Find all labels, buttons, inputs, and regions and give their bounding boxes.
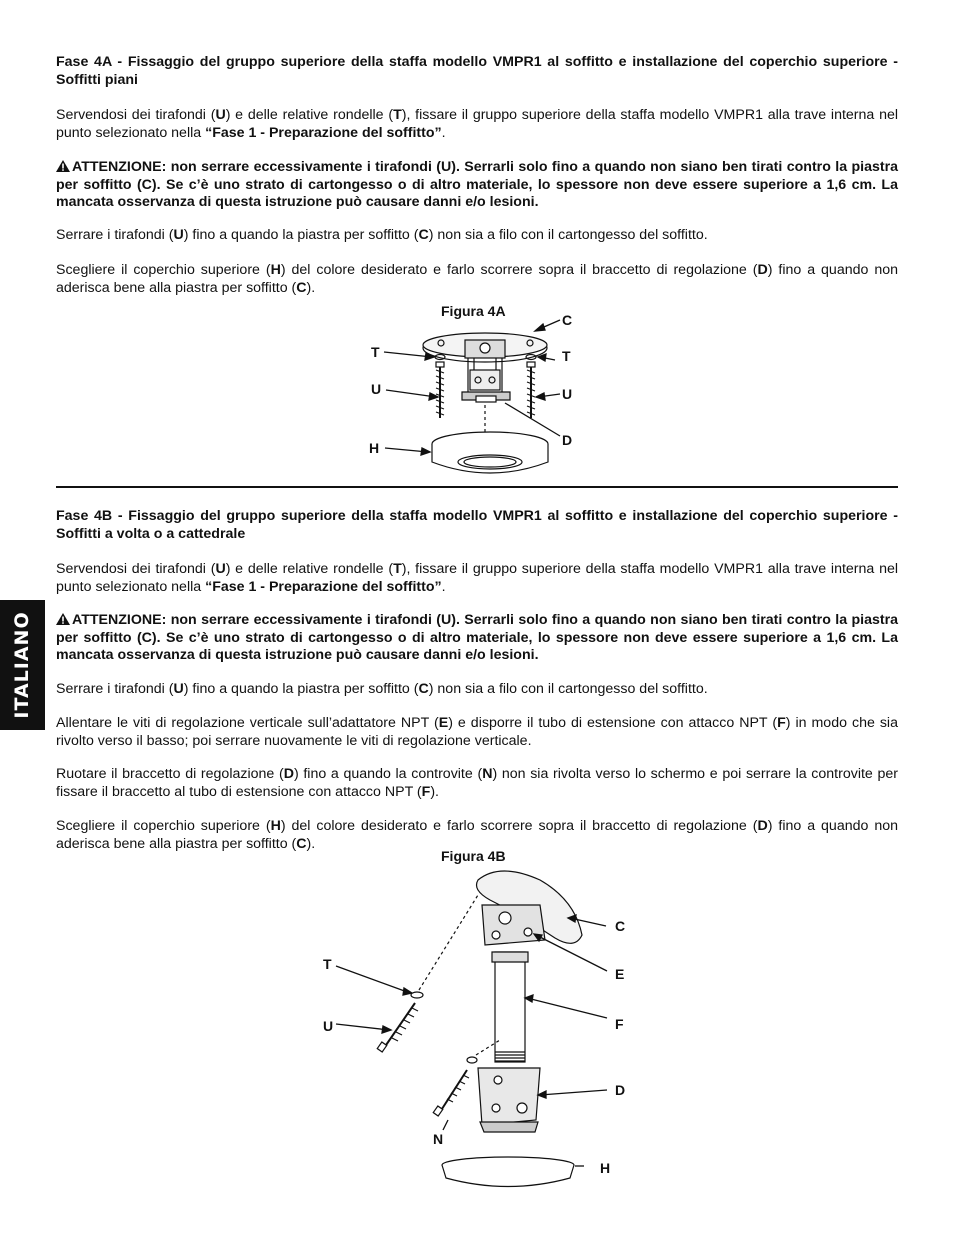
text-run: Scegliere il coperchio superiore (	[56, 262, 271, 278]
text-run: D	[757, 262, 768, 278]
text-run: C	[296, 279, 307, 296]
figure-4a-label-t-left: T	[371, 344, 380, 360]
figure-4a-label-c: C	[562, 312, 573, 328]
figure-4a-caption: Figura 4A	[441, 303, 506, 319]
text-run: .	[441, 578, 446, 595]
section-a-warning	[56, 159, 898, 212]
section-a-paragraph-3	[56, 262, 898, 297]
figure-4b-label-u: U	[323, 1018, 334, 1034]
text-run: ) fino a quando la controvite (	[293, 766, 483, 782]
text-run: C	[418, 227, 429, 243]
text-run: ), fissare il gruppo superiore della staffa modello VMPR1 alla trave interna nel punto selezionato nella	[56, 107, 898, 141]
section-b-warning	[56, 612, 898, 665]
text-run: ) del colore desiderato e farlo scorrere sopra il braccetto di regolazione (	[280, 818, 758, 834]
text-run: ), fissare il gruppo superiore della staffa modello VMPR1 alla trave interna nel punto selezionato nella	[56, 561, 898, 595]
section-a-warning-text: ATTENZIONE: non serrare eccessivamente i tirafondi (U). Serrarli solo fino a quando non siano ben tirati contro la piastra per soffitto (C). Se c’è uno strato di cartongesso o di altro materiale, lo spessore non deve essere superiore a 1,6 cm. La mancata osservanza di questa istruzione può causare danni e/o lesioni.	[56, 159, 898, 210]
text-run: N	[482, 766, 493, 782]
figure-4a-label-u-left: U	[371, 381, 382, 397]
language-side-tab-label: ITALIANO	[11, 611, 33, 719]
figure-4b-label-c: C	[615, 918, 626, 934]
text-run: Serrare i tirafondi (	[56, 681, 174, 697]
figure-4b-caption: Figura 4B	[441, 848, 506, 864]
text-run: F	[777, 715, 786, 731]
figure-4a-label-d: D	[562, 432, 573, 448]
text-run: C	[418, 681, 429, 697]
text-run: ) non sia a filo con il cartongesso del soffitto.	[428, 681, 708, 697]
text-run: ) e disporre il tubo di estensione con attacco NPT (	[448, 715, 778, 731]
text-run: ) fino a quando non aderisca bene alla piastra per soffitto (	[56, 262, 898, 296]
text-run: U	[215, 561, 226, 577]
text-run: U	[173, 227, 184, 243]
text-run: ).	[306, 279, 316, 296]
section-divider	[56, 486, 898, 488]
text-run: “Fase 1 - Preparazione del soffitto”	[205, 578, 442, 595]
section-b-paragraph-1	[56, 561, 898, 596]
figure-4a-label-t-right: T	[562, 348, 571, 364]
text-run: H	[270, 262, 281, 278]
text-run: “Fase 1 - Preparazione del soffitto”	[205, 124, 442, 141]
text-run: ).	[430, 783, 439, 800]
text-run: Scegliere il coperchio superiore (	[56, 818, 271, 834]
section-b-paragraph-4	[56, 766, 898, 801]
text-run: .	[441, 124, 446, 141]
figure-4b-label-t: T	[323, 956, 332, 972]
figure-4b-label-h: H	[600, 1160, 611, 1176]
text-run: ) e delle relative rondelle (	[225, 561, 394, 577]
text-run: H	[270, 818, 281, 834]
figure-4b-label-f: F	[615, 1016, 624, 1032]
text-run: T	[393, 107, 402, 123]
figure-4b-label-n: N	[433, 1131, 444, 1147]
text-run: Servendosi dei tirafondi (	[56, 561, 216, 577]
text-run: ) del colore desiderato e farlo scorrere sopra il braccetto di regolazione (	[280, 262, 758, 278]
section-a-paragraph-2	[56, 227, 898, 245]
text-run: D	[283, 766, 294, 782]
text-run: Servendosi dei tirafondi (	[56, 107, 216, 123]
text-run: C	[296, 835, 307, 852]
text-run: D	[757, 818, 768, 834]
text-run: ) non sia a filo con il cartongesso del soffitto.	[428, 227, 708, 243]
figure-4a-label-h: H	[369, 440, 380, 456]
section-b-paragraph-3	[56, 715, 898, 750]
section-b-paragraph-2	[56, 681, 898, 699]
text-run: Ruotare il braccetto di regolazione (	[56, 766, 284, 782]
text-run: U	[173, 681, 184, 697]
text-run: Allentare le viti di regolazione verticale sull’adattatore NPT (	[56, 715, 439, 731]
text-run: E	[438, 715, 449, 731]
figure-4a-label-u-right: U	[562, 386, 573, 402]
text-run: ) non sia rivolta verso lo schermo e poi serrare la controvite per fissare il braccetto al tubo di estensione con attacco NPT (	[56, 766, 899, 800]
text-run: ).	[306, 835, 316, 852]
language-side-tab	[0, 600, 45, 730]
section-a-paragraph-1	[56, 107, 898, 142]
figure-4b-label-e: E	[615, 966, 625, 982]
section-a-heading: Fase 4A - Fissaggio del gruppo superiore della staffa modello VMPR1 al soffitto e installazione del coperchio superiore - Soffitti piani	[56, 54, 898, 88]
text-run: ) fino a quando la piastra per soffitto (	[183, 681, 419, 697]
warning-triangle-icon	[56, 160, 70, 172]
text-run: ) in modo che sia rivolto verso il basso; poi serrare nuovamente le viti di regolazione verticale.	[56, 715, 898, 749]
text-run: T	[393, 561, 402, 577]
text-run: ) fino a quando la piastra per soffitto (	[183, 227, 419, 243]
section-b-warning-text: ATTENZIONE: non serrare eccessivamente i tirafondi (U). Serrarli solo fino a quando non siano ben tirati contro la piastra per soffitto (C). Se c’è uno strato di cartongesso o di altro materiale, lo spessore non deve essere superiore a 1,6 cm. La mancata osservanza di questa istruzione può causare danni e/o lesioni.	[56, 612, 898, 663]
section-b-heading: Fase 4B - Fissaggio del gruppo superiore della staffa modello VMPR1 al soffitto e installazione del coperchio superiore - Soffitti a volta o a cattedrale	[56, 508, 898, 542]
figure-4b-label-d: D	[615, 1082, 626, 1098]
text-run: ) fino a quando non aderisca bene alla piastra per soffitto (	[56, 818, 898, 852]
text-run: F	[421, 783, 431, 800]
warning-triangle-icon	[56, 613, 70, 625]
text-run: ) e delle relative rondelle (	[225, 107, 394, 123]
text-run: U	[215, 107, 226, 123]
text-run: Serrare i tirafondi (	[56, 227, 174, 243]
